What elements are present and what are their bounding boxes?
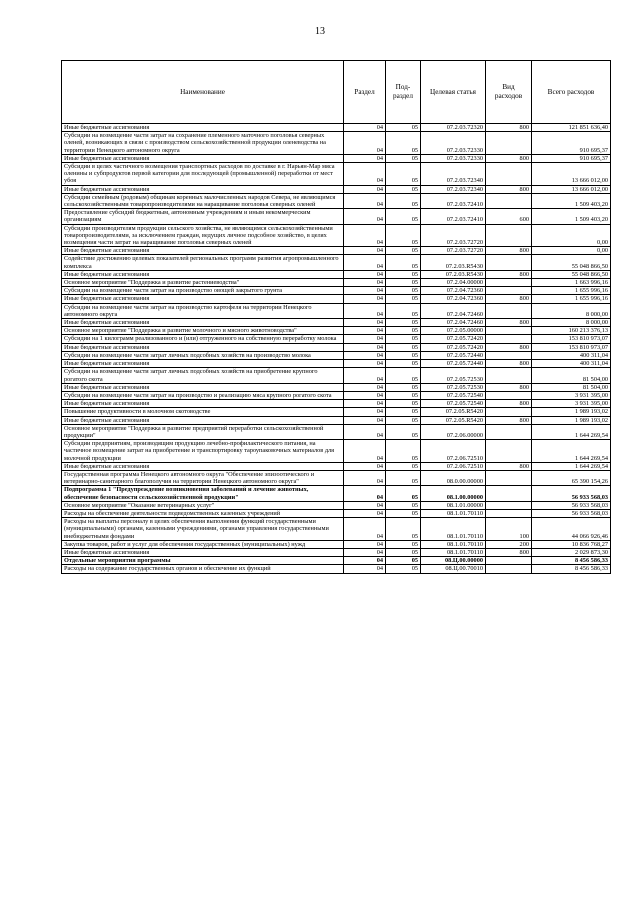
row-name-cell: Иные бюджетные ассигнования [62, 295, 344, 303]
row-subsection-cell: 05 [386, 209, 421, 224]
row-name-cell: Иные бюджетные ассигнования [62, 383, 344, 391]
row-kind-cell [486, 351, 532, 359]
row-target-cell: 08.Ц.00.00000 [421, 557, 486, 565]
row-subsection-cell: 05 [386, 424, 421, 439]
row-name-cell: Субсидии на возмещение части затрат на производство картофеля на территории Ненецкого автономного округа [62, 303, 344, 318]
row-section-cell: 04 [344, 185, 386, 193]
row-section-cell: 04 [344, 193, 386, 208]
row-kind-cell: 800 [486, 295, 532, 303]
table-row [62, 185, 611, 193]
row-section-cell: 04 [344, 287, 386, 295]
header-section: Раздел [344, 61, 386, 124]
row-amount-cell: 1 989 193,02 [532, 408, 611, 416]
row-target-cell: 08.1.00.00000 [421, 486, 486, 501]
table-row [62, 193, 611, 208]
row-kind-cell: 800 [486, 383, 532, 391]
budget-table [61, 60, 611, 574]
row-section-cell: 04 [344, 163, 386, 186]
row-name-cell: Предоставление субсидий бюджетным, автономным учреждениям и иным некоммерческим организациям [62, 209, 344, 224]
row-subsection-cell: 05 [386, 368, 421, 383]
row-name-cell: Иные бюджетные ассигнования [62, 416, 344, 424]
row-subsection-cell: 05 [386, 124, 421, 132]
row-section-cell: 04 [344, 486, 386, 501]
row-amount-cell: 1 655 996,16 [532, 295, 611, 303]
row-kind-cell [486, 486, 532, 501]
row-target-cell: 07.2.05.72540 [421, 400, 486, 408]
row-name-cell: Расходы на выплаты персоналу в целях обеспечения выполнения функций государственными (муниципальными) органами, казенными учреждениями, органами управления государственными внебюджетными фондами [62, 518, 344, 541]
table-row [62, 400, 611, 408]
row-name-cell: Расходы на обеспечение деятельности подведомственных казенных учреждений [62, 509, 344, 517]
row-subsection-cell: 05 [386, 185, 421, 193]
row-amount-cell: 121 851 636,40 [532, 124, 611, 132]
row-name-cell: Повышение продуктивности в молочном скотоводстве [62, 408, 344, 416]
header-subsection: Под- раздел [386, 61, 421, 124]
page-number: 13 [315, 26, 325, 37]
row-section-cell: 04 [344, 383, 386, 391]
row-target-cell: 08.1.01.70110 [421, 540, 486, 548]
row-kind-cell: 800 [486, 319, 532, 327]
table-row [62, 295, 611, 303]
table-row [62, 462, 611, 470]
row-section-cell: 04 [344, 424, 386, 439]
table-row [62, 391, 611, 399]
row-amount-cell: 10 836 768,27 [532, 540, 611, 548]
row-kind-cell [486, 303, 532, 318]
row-name-cell: Субсидии на возмещение части затрат на сохранение племенного маточного поголовья северных оленей, возникающих в связи с производством сельскохозяйственной продукции оленеводства на территории Ненецкого автономного округа [62, 132, 344, 155]
row-target-cell: 07.2.05.72420 [421, 343, 486, 351]
row-name-cell: Подпрограмма 1 "Предупреждение возникновения заболеваний и лечение животных, обеспечение безопасности сельскохозяйственной продукции" [62, 486, 344, 501]
row-name-cell: Субсидии на возмещение части затрат личных подсобных хозяйств на производство молока [62, 351, 344, 359]
row-subsection-cell: 05 [386, 343, 421, 351]
table-row [62, 424, 611, 439]
row-name-cell: Иные бюджетные ассигнования [62, 343, 344, 351]
row-subsection-cell: 05 [386, 557, 421, 565]
row-subsection-cell: 05 [386, 270, 421, 278]
row-kind-cell [486, 557, 532, 565]
table-row [62, 360, 611, 368]
row-name-cell: Основное мероприятие "Оказание ветеринарных услуг" [62, 501, 344, 509]
row-amount-cell: 1 663 996,16 [532, 279, 611, 287]
row-amount-cell: 1 644 269,54 [532, 424, 611, 439]
row-section-cell: 04 [344, 368, 386, 383]
row-kind-cell [486, 255, 532, 270]
row-amount-cell: 153 810 973,07 [532, 343, 611, 351]
row-amount-cell: 0,00 [532, 224, 611, 247]
row-name-cell: Расходы на содержание государственных органов и обеспечение их функций [62, 565, 344, 573]
row-amount-cell: 910 695,37 [532, 132, 611, 155]
row-subsection-cell: 05 [386, 319, 421, 327]
row-target-cell: 07.2.03.72330 [421, 154, 486, 162]
table-row [62, 383, 611, 391]
row-kind-cell [486, 163, 532, 186]
row-amount-cell: 8 456 586,33 [532, 557, 611, 565]
row-kind-cell [486, 193, 532, 208]
row-subsection-cell: 05 [386, 303, 421, 318]
row-name-cell: Субсидии предприятиям, производящим продукцию лечебно-профилактического питания, на частичное возмещение затрат на приобретение и транспортировку тароупаковочных материалов для молочной продукции [62, 440, 344, 463]
row-section-cell: 04 [344, 391, 386, 399]
header-total: Всего расходов [532, 61, 611, 124]
row-target-cell: 07.2.03.72320 [421, 124, 486, 132]
row-target-cell: 07.2.06.72510 [421, 462, 486, 470]
row-amount-cell: 160 213 376,13 [532, 327, 611, 335]
row-amount-cell: 910 695,37 [532, 154, 611, 162]
row-amount-cell: 8 456 586,33 [532, 565, 611, 573]
row-name-cell: Содействие достижению целевых показателей региональных программ развития агропромышленного комплекса [62, 255, 344, 270]
row-section-cell: 04 [344, 470, 386, 485]
row-target-cell: 07.2.05.72440 [421, 360, 486, 368]
row-target-cell: 08.1.01.70110 [421, 518, 486, 541]
table-row [62, 287, 611, 295]
row-target-cell: 07.2.05.72420 [421, 335, 486, 343]
row-name-cell: Иные бюджетные ассигнования [62, 270, 344, 278]
row-section-cell: 04 [344, 360, 386, 368]
row-section-cell: 04 [344, 319, 386, 327]
table-row [62, 486, 611, 501]
row-amount-cell: 400 311,04 [532, 360, 611, 368]
row-subsection-cell: 05 [386, 408, 421, 416]
row-kind-cell: 800 [486, 124, 532, 132]
row-target-cell: 07.2.04.72360 [421, 287, 486, 295]
row-target-cell: 07.2.05.R5420 [421, 408, 486, 416]
row-kind-cell [486, 224, 532, 247]
row-amount-cell: 81 504,00 [532, 383, 611, 391]
row-kind-cell: 800 [486, 548, 532, 556]
row-subsection-cell: 05 [386, 509, 421, 517]
row-subsection-cell: 05 [386, 391, 421, 399]
row-subsection-cell: 05 [386, 224, 421, 247]
row-name-cell: Субсидии на 1 килограмм реализованного и (или) отгруженного на собственную переработку молока [62, 335, 344, 343]
row-subsection-cell: 05 [386, 360, 421, 368]
row-target-cell: 07.2.04.72360 [421, 295, 486, 303]
row-subsection-cell: 05 [386, 163, 421, 186]
row-kind-cell [486, 327, 532, 335]
row-section-cell: 04 [344, 408, 386, 416]
row-section-cell: 04 [344, 462, 386, 470]
row-target-cell: 07.2.05.00000 [421, 327, 486, 335]
row-amount-cell: 44 066 926,46 [532, 518, 611, 541]
row-amount-cell: 153 810 973,07 [532, 335, 611, 343]
row-section-cell: 04 [344, 565, 386, 573]
table-row [62, 255, 611, 270]
row-section-cell: 04 [344, 440, 386, 463]
row-subsection-cell: 05 [386, 501, 421, 509]
row-kind-cell [486, 509, 532, 517]
row-section-cell: 04 [344, 509, 386, 517]
row-name-cell: Иные бюджетные ассигнования [62, 247, 344, 255]
row-section-cell: 04 [344, 154, 386, 162]
table-row [62, 124, 611, 132]
row-kind-cell: 800 [486, 247, 532, 255]
row-amount-cell: 56 933 568,03 [532, 501, 611, 509]
row-kind-cell [486, 335, 532, 343]
row-kind-cell: 800 [486, 154, 532, 162]
header-kind: Вид расходов [486, 61, 532, 124]
table-row [62, 327, 611, 335]
row-amount-cell: 55 048 866,50 [532, 255, 611, 270]
row-name-cell: Субсидии семейным (родовым) общинам коренных малочисленных народов Севера, не являющимся сельскохозяйственными товаропроизводителями на наращивание поголовья северных оленей [62, 193, 344, 208]
row-target-cell: 07.2.06.72510 [421, 440, 486, 463]
row-section-cell: 04 [344, 557, 386, 565]
table-row [62, 132, 611, 155]
table-row [62, 351, 611, 359]
row-section-cell: 04 [344, 247, 386, 255]
row-amount-cell: 1 644 269,54 [532, 440, 611, 463]
row-section-cell: 04 [344, 416, 386, 424]
table-row [62, 247, 611, 255]
table-row [62, 343, 611, 351]
row-target-cell: 08.0.00.00000 [421, 470, 486, 485]
row-kind-cell [486, 279, 532, 287]
row-section-cell: 04 [344, 224, 386, 247]
row-amount-cell: 1 989 193,02 [532, 416, 611, 424]
row-section-cell: 04 [344, 303, 386, 318]
row-kind-cell: 800 [486, 462, 532, 470]
row-kind-cell [486, 470, 532, 485]
row-target-cell: 07.2.03.72330 [421, 132, 486, 155]
row-subsection-cell: 05 [386, 416, 421, 424]
row-section-cell: 04 [344, 518, 386, 541]
row-subsection-cell: 05 [386, 351, 421, 359]
row-name-cell: Субсидии производителям продукции сельского хозяйства, не являющимся сельскохозяйственными товаропроизводителями, за исключением граждан, ведущих личное подсобное хозяйство, в целях возмещения части затрат на наращивание поголовья северных оленей [62, 224, 344, 247]
row-name-cell: Иные бюджетные ассигнования [62, 154, 344, 162]
row-name-cell: Иные бюджетные ассигнования [62, 462, 344, 470]
row-kind-cell [486, 368, 532, 383]
row-target-cell: 08.1.01.00000 [421, 501, 486, 509]
row-name-cell: Иные бюджетные ассигнования [62, 360, 344, 368]
row-kind-cell [486, 501, 532, 509]
table-row [62, 557, 611, 565]
table-row [62, 368, 611, 383]
row-amount-cell: 3 931 395,00 [532, 391, 611, 399]
row-amount-cell: 56 933 568,03 [532, 509, 611, 517]
row-target-cell: 07.2.04.00000 [421, 279, 486, 287]
row-kind-cell: 800 [486, 416, 532, 424]
row-section-cell: 04 [344, 548, 386, 556]
table-row [62, 509, 611, 517]
row-target-cell: 07.2.04.72460 [421, 319, 486, 327]
row-kind-cell [486, 565, 532, 573]
row-target-cell: 07.2.05.72530 [421, 368, 486, 383]
row-kind-cell: 800 [486, 343, 532, 351]
row-name-cell: Субсидии на возмещение части затрат личных подсобных хозяйств на приобретение крупного рогатого скота [62, 368, 344, 383]
row-name-cell: Иные бюджетные ассигнования [62, 185, 344, 193]
row-subsection-cell: 05 [386, 279, 421, 287]
row-subsection-cell: 05 [386, 400, 421, 408]
row-target-cell: 08.1.01.70110 [421, 509, 486, 517]
row-subsection-cell: 05 [386, 440, 421, 463]
row-amount-cell: 65 390 154,26 [532, 470, 611, 485]
row-section-cell: 04 [344, 209, 386, 224]
row-subsection-cell: 05 [386, 255, 421, 270]
row-kind-cell: 800 [486, 400, 532, 408]
row-name-cell: Закупка товаров, работ и услуг для обеспечения государственных (муниципальных) нужд [62, 540, 344, 548]
row-amount-cell: 8 000,00 [532, 303, 611, 318]
row-name-cell: Субсидии в целях частичного возмещения транспортных расходов по доставке в г. Нарьян-Мар мяса оленины и субпродуктов первой категории для последующей (промышленной) переработки от мест убоя [62, 163, 344, 186]
row-kind-cell [486, 440, 532, 463]
row-kind-cell [486, 391, 532, 399]
table-row [62, 335, 611, 343]
table-row [62, 224, 611, 247]
row-section-cell: 04 [344, 295, 386, 303]
row-amount-cell: 1 509 403,20 [532, 193, 611, 208]
table-row [62, 548, 611, 556]
row-target-cell: 07.2.03.R5430 [421, 270, 486, 278]
row-subsection-cell: 05 [386, 548, 421, 556]
row-subsection-cell: 05 [386, 287, 421, 295]
row-amount-cell: 81 504,00 [532, 368, 611, 383]
header-target: Целевая статья [421, 61, 486, 124]
row-name-cell: Иные бюджетные ассигнования [62, 319, 344, 327]
row-amount-cell: 1 509 403,20 [532, 209, 611, 224]
table-row [62, 163, 611, 186]
row-section-cell: 04 [344, 279, 386, 287]
table-row [62, 154, 611, 162]
row-amount-cell: 400 311,04 [532, 351, 611, 359]
row-name-cell: Основное мероприятие "Поддержка и развитие молочного и мясного животноводства" [62, 327, 344, 335]
row-section-cell: 04 [344, 335, 386, 343]
row-subsection-cell: 05 [386, 565, 421, 573]
row-amount-cell: 2 029 873,30 [532, 548, 611, 556]
row-name-cell: Иные бюджетные ассигнования [62, 548, 344, 556]
row-subsection-cell: 05 [386, 540, 421, 548]
row-subsection-cell: 05 [386, 193, 421, 208]
header-name: Наименование [62, 61, 344, 124]
row-section-cell: 04 [344, 540, 386, 548]
row-section-cell: 04 [344, 270, 386, 278]
row-amount-cell: 13 666 012,00 [532, 163, 611, 186]
row-target-cell: 07.2.03.72340 [421, 185, 486, 193]
row-target-cell: 07.2.03.72410 [421, 209, 486, 224]
row-subsection-cell: 05 [386, 335, 421, 343]
row-kind-cell: 800 [486, 270, 532, 278]
table-row [62, 540, 611, 548]
row-amount-cell: 13 666 012,00 [532, 185, 611, 193]
row-target-cell: 07.2.06.00000 [421, 424, 486, 439]
row-name-cell: Отдельные мероприятия программы [62, 557, 344, 565]
row-amount-cell: 8 000,00 [532, 319, 611, 327]
row-name-cell: Государственная программа Ненецкого автономного округа "Обеспечение эпизоотического и ветеринарно-санитарного благополучия на территории Ненецкого автономного округа" [62, 470, 344, 485]
row-subsection-cell: 05 [386, 132, 421, 155]
row-subsection-cell: 05 [386, 295, 421, 303]
row-section-cell: 04 [344, 351, 386, 359]
row-kind-cell [486, 132, 532, 155]
row-amount-cell: 56 933 568,03 [532, 486, 611, 501]
row-target-cell: 07.2.05.R5420 [421, 416, 486, 424]
table-row [62, 408, 611, 416]
table-row [62, 518, 611, 541]
table-row [62, 270, 611, 278]
table-row [62, 416, 611, 424]
row-subsection-cell: 05 [386, 518, 421, 541]
row-name-cell: Основное мероприятие "Поддержка и развитие предприятий переработки сельскохозяйственной продукции" [62, 424, 344, 439]
row-name-cell: Иные бюджетные ассигнования [62, 400, 344, 408]
row-subsection-cell: 05 [386, 462, 421, 470]
row-amount-cell: 1 655 996,16 [532, 287, 611, 295]
row-kind-cell: 100 [486, 518, 532, 541]
row-name-cell: Иные бюджетные ассигнования [62, 124, 344, 132]
row-amount-cell: 0,00 [532, 247, 611, 255]
row-section-cell: 04 [344, 255, 386, 270]
row-name-cell: Субсидии на возмещение части затрат на производство и реализацию мяса крупного рогатого скота [62, 391, 344, 399]
row-kind-cell [486, 408, 532, 416]
table-row [62, 319, 611, 327]
row-target-cell: 07.2.04.72460 [421, 303, 486, 318]
row-kind-cell: 200 [486, 540, 532, 548]
row-subsection-cell: 05 [386, 327, 421, 335]
row-target-cell: 07.2.03.72720 [421, 247, 486, 255]
row-target-cell: 07.2.03.72720 [421, 224, 486, 247]
row-name-cell: Основное мероприятие "Поддержка и развитие растениеводства" [62, 279, 344, 287]
row-kind-cell: 800 [486, 185, 532, 193]
table-row [62, 303, 611, 318]
row-kind-cell: 600 [486, 209, 532, 224]
table-row [62, 279, 611, 287]
table-row [62, 501, 611, 509]
row-section-cell: 04 [344, 124, 386, 132]
table-header-row [62, 61, 611, 124]
row-amount-cell: 55 048 866,50 [532, 270, 611, 278]
row-section-cell: 04 [344, 501, 386, 509]
table-row [62, 440, 611, 463]
row-target-cell: 07.2.03.R5430 [421, 255, 486, 270]
row-name-cell: Субсидии на возмещение части затрат на производство овощей закрытого грунта [62, 287, 344, 295]
table-row [62, 470, 611, 485]
row-subsection-cell: 05 [386, 383, 421, 391]
row-section-cell: 04 [344, 327, 386, 335]
row-kind-cell [486, 287, 532, 295]
row-kind-cell: 800 [486, 360, 532, 368]
row-section-cell: 04 [344, 132, 386, 155]
row-section-cell: 04 [344, 400, 386, 408]
row-section-cell: 04 [344, 343, 386, 351]
row-target-cell: 07.2.05.72440 [421, 351, 486, 359]
table-row [62, 209, 611, 224]
row-amount-cell: 3 931 395,00 [532, 400, 611, 408]
row-amount-cell: 1 644 269,54 [532, 462, 611, 470]
row-subsection-cell: 05 [386, 247, 421, 255]
row-target-cell: 08.Ц.00.70010 [421, 565, 486, 573]
row-target-cell: 07.2.05.72540 [421, 391, 486, 399]
row-subsection-cell: 05 [386, 486, 421, 501]
row-subsection-cell: 05 [386, 154, 421, 162]
row-subsection-cell: 05 [386, 470, 421, 485]
row-target-cell: 07.2.05.72530 [421, 383, 486, 391]
row-kind-cell [486, 424, 532, 439]
row-target-cell: 07.2.03.72340 [421, 163, 486, 186]
row-target-cell: 07.2.03.72410 [421, 193, 486, 208]
table-row [62, 565, 611, 573]
row-target-cell: 08.1.01.70110 [421, 548, 486, 556]
